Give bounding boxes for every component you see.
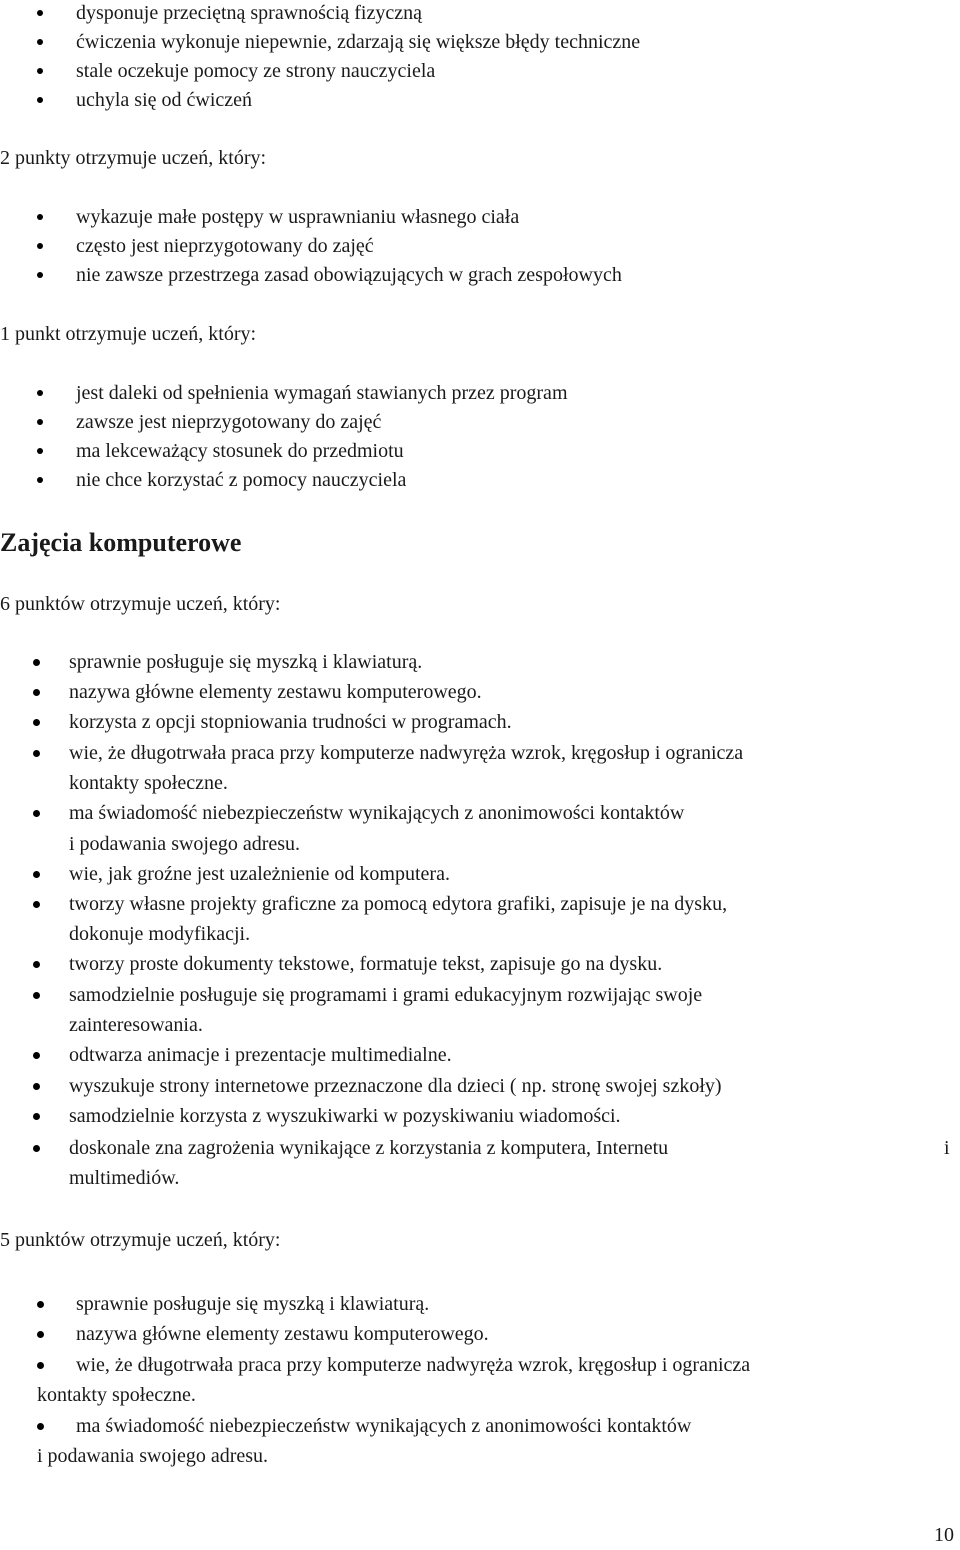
- bullet-icon: [33, 719, 40, 726]
- list-item: doskonale zna zagrożenia wynikające z korzystania z komputera, Internetu: [69, 1137, 669, 1159]
- list-item: ma świadomość niebezpieczeństw wynikających z anonimowości kontaktów: [76, 1415, 692, 1437]
- bullet-icon: [33, 1083, 40, 1090]
- list-item-continuation: kontakty społeczne.: [69, 772, 228, 794]
- bullet-icon: [37, 243, 43, 249]
- bullet-icon: [33, 871, 40, 878]
- list-item: ma świadomość niebezpieczeństw wynikających z anonimowości kontaktów: [69, 802, 685, 824]
- list-item: wie, że długotrwała praca przy komputerze nadwyręża wzrok, kręgosłup i ogranicza: [69, 742, 744, 764]
- list-item: jest daleki od spełnienia wymagań stawianych przez program: [76, 382, 568, 404]
- list-item: uchyla się od ćwiczeń: [76, 89, 253, 111]
- bullet-icon: [37, 97, 43, 103]
- bullet-icon: [37, 272, 43, 278]
- list-item: odtwarza animacje i prezentacje multimedialne.: [69, 1044, 452, 1066]
- list-item: dysponuje przeciętną sprawnością fizyczną: [76, 2, 422, 24]
- list-item: samodzielnie posługuje się programami i grami edukacyjnym rozwijając swoje: [69, 984, 703, 1006]
- bullet-icon: [37, 214, 43, 220]
- bullet-icon: [37, 68, 43, 74]
- bullet-icon: [33, 810, 40, 817]
- bullet-icon: [37, 1362, 44, 1369]
- bullet-icon: [37, 1301, 44, 1308]
- bullet-icon: [33, 1052, 40, 1059]
- bullet-icon: [33, 750, 40, 757]
- list-item: ćwiczenia wykonuje niepewnie, zdarzają się większe błędy techniczne: [76, 31, 641, 53]
- section-intro-1pt: 1 punkt otrzymuje uczeń, który:: [0, 323, 257, 345]
- list-item: nazywa główne elementy zestawu komputerowego.: [76, 1323, 489, 1345]
- list-item-continuation: i podawania swojego adresu.: [37, 1445, 269, 1467]
- list-item: korzysta z opcji stopniowania trudności w programach.: [69, 711, 512, 733]
- bullet-icon: [33, 1145, 40, 1152]
- list-item-continuation: kontakty społeczne.: [37, 1384, 196, 1406]
- section-intro-6pts: 6 punktów otrzymuje uczeń, który:: [0, 593, 281, 615]
- list-item-continuation: i podawania swojego adresu.: [69, 833, 301, 855]
- bullet-icon: [33, 961, 40, 968]
- bullet-icon: [33, 1113, 40, 1120]
- list-item: ma lekceważący stosunek do przedmiotu: [76, 440, 404, 462]
- bullet-icon: [37, 39, 43, 45]
- bullet-icon: [33, 659, 40, 666]
- list-item: wykazuje małe postępy w usprawnianiu własnego ciała: [76, 206, 520, 228]
- page-number: 10: [934, 1524, 954, 1546]
- list-item: tworzy własne projekty graficzne za pomocą edytora grafiki, zapisuje je na dysku,: [69, 893, 728, 915]
- list-item: sprawnie posługuje się myszką i klawiaturą.: [76, 1293, 430, 1315]
- list-item-trailing: i: [944, 1137, 950, 1159]
- section-intro-5pts: 5 punktów otrzymuje uczeń, który:: [0, 1229, 281, 1251]
- bullet-icon: [37, 1331, 44, 1338]
- list-item-continuation: dokonuje modyfikacji.: [69, 923, 251, 945]
- list-item: stale oczekuje pomocy ze strony nauczyciela: [76, 60, 436, 82]
- bullet-icon: [33, 901, 40, 908]
- list-item: samodzielnie korzysta z wyszukiwarki w pozyskiwaniu wiadomości.: [69, 1105, 621, 1127]
- section-intro-2pts: 2 punkty otrzymuje uczeń, który:: [0, 147, 267, 169]
- list-item: zawsze jest nieprzygotowany do zajęć: [76, 411, 382, 433]
- list-item: nie zawsze przestrzega zasad obowiązujących w grach zespołowych: [76, 264, 622, 286]
- bullet-icon: [37, 10, 43, 16]
- bullet-icon: [33, 689, 40, 696]
- bullet-icon: [37, 1423, 44, 1430]
- list-item: często jest nieprzygotowany do zajęć: [76, 235, 374, 257]
- bullet-icon: [37, 390, 43, 396]
- bullet-icon: [33, 992, 40, 999]
- bullet-icon: [37, 419, 43, 425]
- list-item-continuation: multimediów.: [69, 1167, 180, 1189]
- list-item-continuation: zainteresowania.: [69, 1014, 203, 1036]
- list-item: wie, że długotrwała praca przy komputerze nadwyręża wzrok, kręgosłup i ogranicza: [76, 1354, 751, 1376]
- subject-heading: Zajęcia komputerowe: [0, 528, 242, 557]
- list-item: nazywa główne elementy zestawu komputerowego.: [69, 681, 482, 703]
- list-item: tworzy proste dokumenty tekstowe, formatuje tekst, zapisuje go na dysku.: [69, 953, 663, 975]
- bullet-icon: [37, 477, 43, 483]
- list-item: wie, jak groźne jest uzależnienie od komputera.: [69, 863, 450, 885]
- bullet-icon: [37, 448, 43, 454]
- list-item: nie chce korzystać z pomocy nauczyciela: [76, 469, 407, 491]
- list-item: wyszukuje strony internetowe przeznaczone dla dzieci ( np. stronę swojej szkoły): [69, 1075, 722, 1097]
- list-item: sprawnie posługuje się myszką i klawiaturą.: [69, 651, 423, 673]
